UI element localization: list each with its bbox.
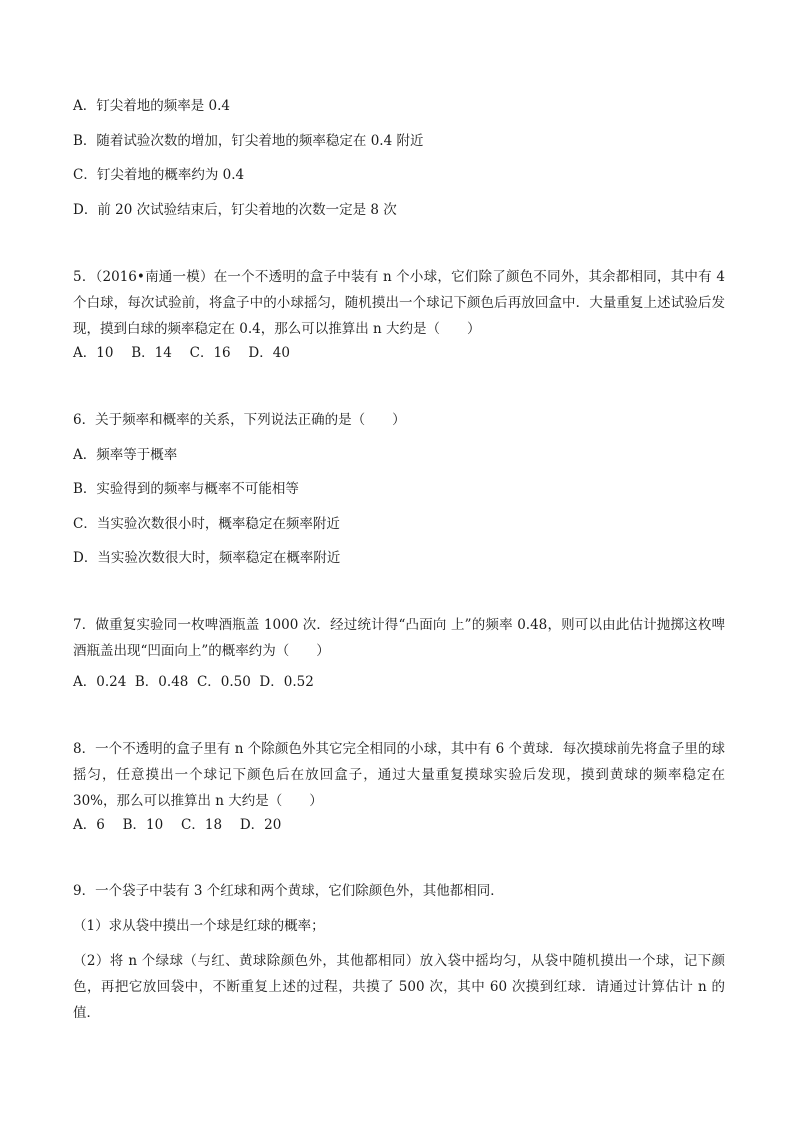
q6-option-b: B．实验得到的频率与概率不可能相等 — [73, 481, 299, 497]
q9-part2: （2）将 n 个绿球（与红、黄球除颜色外，其他都相同）放入袋中摇均匀，从袋中随机摸出一个球，记下颜色，再把它放回袋中，不断重复上述的过程，共摸了 500 次，其中 60 次摸到红球．请通过计算估计 n 的值． — [73, 953, 725, 1021]
q5-stem: 5．（2016•南通一模）在一个不透明的盒子中装有 n 个小球，它们除了颜色不同外，其余都相同，其中有 4 个白球，每次试验前，将盒子中的小球摇匀，随机摸出一个球记下颜色后再放回盒中．大量重复上述试验后发现，摸到白球的频率稳定在 0.4，那么可以推算出 n 大约是（ ） — [73, 269, 725, 337]
q4-option-b: B．随着试验次数的增加，钉尖着地的频率稳定在 0.4 附近 — [73, 133, 424, 149]
q6-option-d: D．当实验次数很大时，频率稳定在概率附近 — [73, 550, 341, 566]
q6-stem: 6．关于频率和概率的关系，下列说法正确的是（ ） — [73, 412, 406, 428]
q4-option-a: A．钉尖着地的频率是 0.4 — [73, 98, 231, 114]
q6-option-c: C．当实验次数很小时，概率稳定在频率附近 — [73, 516, 340, 532]
q7-stem: 7．做重复实验同一枚啤酒瓶盖 1000 次．经过统计得“凸面向 上”的频率 0.48，则可以由此估计抛掷这枚啤酒瓶盖出现“凹面向上”的概率约为（ ） — [73, 617, 725, 659]
q8-stem: 8．一个不透明的盒子里有 n 个除颜色外其它完全相同的小球，其中有 6 个黄球．每次摸球前先将盒子里的球摇匀，任意摸出一个球记下颜色后在放回盒子，通过大量重复摸球实验后发现，摸到黄球的频率稳定在 30%，那么可以推算出 n 大约是（ ） — [73, 741, 725, 809]
q9-stem: 9．一个袋子中装有 3 个红球和两个黄球，它们除颜色外，其他都相同． — [73, 883, 504, 899]
q9-part1: （1）求从袋中摸出一个球是红球的概率； — [73, 918, 325, 934]
q4-option-c: C．钉尖着地的概率约为 0.4 — [73, 167, 245, 183]
q7-options: A．0.24 B．0.48 C．0.50 D．0.52 — [73, 674, 314, 690]
q5-options: A．10 B．14 C．16 D．40 — [73, 345, 290, 361]
q4-option-d: D．前 20 次试验结束后，钉尖着地的次数一定是 8 次 — [73, 202, 397, 218]
q8-options: A．6 B．10 C．18 D．20 — [73, 817, 282, 833]
q6-option-a: A．频率等于概率 — [73, 447, 178, 463]
